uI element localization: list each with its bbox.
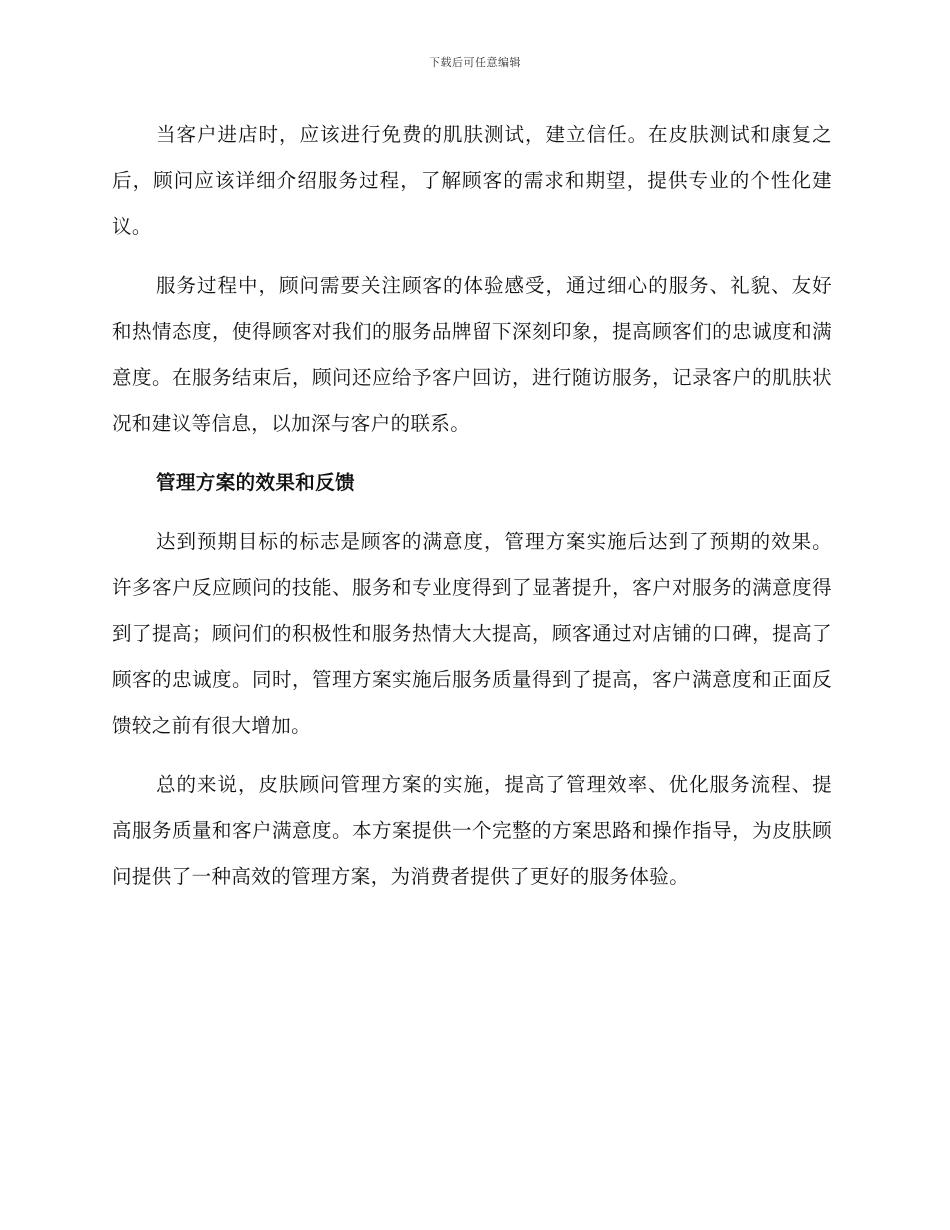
paragraph-summary: 总的来说，皮肤顾问管理方案的实施，提高了管理效率、优化服务流程、提高服务质量和客户满意度。本方案提供一个完整的方案思路和操作指导，为皮肤顾问提供了一种高效的管理方案，为消费者提供了更好的服务体验。 (112, 773, 832, 888)
document-body (112, 112, 832, 913)
paragraph-results: 达到预期目标的标志是顾客的满意度，管理方案实施后达到了预期的效果。许多客户反应顾问的技能、服务和专业度得到了显著提升，客户对服务的满意度得到了提高；顾问们的积极性和服务热情大大提高，顾客通过对店铺的口碑，提高了顾客的忠诚度。同时，管理方案实施后服务质量得到了提高，客户满意度和正面反馈较之前有很大增加。 (112, 530, 832, 737)
paragraph-intake: 当客户进店时，应该进行免费的肌肤测试，建立信任。在皮肤测试和康复之后，顾问应该详细介绍服务过程，了解顾客的需求和期望，提供专业的个性化建议。 (112, 123, 832, 238)
header-note: 下载后可任意编辑 (429, 56, 521, 69)
section-heading: 管理方案的效果和反馈 (156, 471, 356, 494)
paragraph-service: 服务过程中，顾问需要关注顾客的体验感受，通过细心的服务、礼貌、友好和热情态度，使得顾客对我们的服务品牌留下深刻印象，提高顾客们的忠诚度和满意度。在服务结束后，顾问还应给予客户回访，进行随访服务，记录客户的肌肤状况和建议等信息，以加深与客户的联系。 (112, 274, 832, 435)
